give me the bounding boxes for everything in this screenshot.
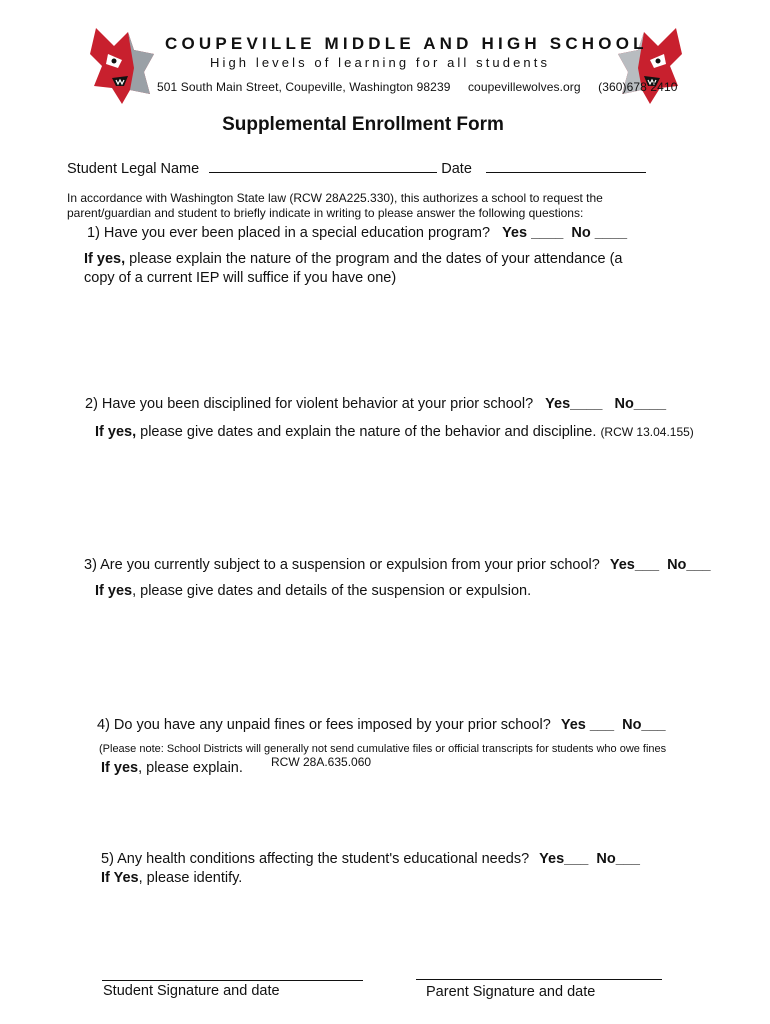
question-4-text: 4) Do you have any unpaid fines or fees imposed by your prior school? [97,717,551,733]
question-3-answer-area[interactable] [95,606,695,706]
question-2-yes[interactable]: Yes____ [545,396,603,412]
question-2-detail [95,424,694,440]
parent-signature-line[interactable] [416,979,662,980]
student-name-label: Student Legal Name [67,161,200,177]
question-2-text: 2) Have you been disciplined for violent behavior at your prior school? [85,396,534,412]
question-1-yes[interactable]: Yes ____ [502,225,564,241]
question-3-text: 3) Are you currently subject to a suspension or expulsion from your prior school? [84,557,600,573]
question-4-detail-text: , please explain. [138,760,243,776]
intro-line-2: parent/guardian and student to briefly indicate in writing to please answer the following questions: [67,206,584,220]
question-4-if-yes: If yes [101,760,139,776]
question-2-detail-text: please give dates and explain the nature of the behavior and discipline. [136,424,597,440]
question-2-answer-area[interactable] [95,446,695,546]
question-1-detail [84,251,622,267]
question-4-rcw-ref: RCW 28A.635.060 [271,755,372,769]
question-5-answer-area[interactable] [101,892,701,962]
question-3 [84,557,711,573]
school-tagline: High levels of learning for all students [210,55,551,70]
question-1-answer-area[interactable] [84,292,684,382]
question-2-no[interactable]: No____ [614,396,667,412]
date-field[interactable] [486,158,646,173]
question-3-yes[interactable]: Yes___ [609,557,660,573]
question-3-detail [95,583,531,599]
intro-line-1: In accordance with Washington State law (RCW 28A225.330), this authorizes a school to request the [67,191,603,205]
question-4-detail [101,760,243,776]
question-5-detail [101,870,242,886]
question-1-detail-2: copy of a current IEP will suffice if you have one) [84,270,397,286]
question-1-if-yes: If yes, [84,251,126,267]
student-signature-line[interactable] [102,980,363,981]
form-title: Supplemental Enrollment Form [222,114,504,135]
school-name: COUPEVILLE MIDDLE AND HIGH SCHOOL [165,34,648,53]
parent-signature-label: Parent Signature and date [426,984,596,1000]
question-3-no[interactable]: No___ [667,557,711,573]
question-5-yes[interactable]: Yes___ [539,851,589,867]
student-name-row [67,158,646,177]
school-address: 501 South Main Street, Coupeville, Washington 98239 [157,80,451,94]
question-5 [101,851,640,867]
student-signature-label: Student Signature and date [103,983,280,999]
question-5-no[interactable]: No___ [596,851,640,867]
question-1-no[interactable]: No ____ [571,225,628,241]
school-phone: (360)678 2410 [598,80,678,94]
question-2-rcw-ref: (RCW 13.04.155) [600,425,694,439]
question-1-detail-text: please explain the nature of the program and the dates of your attendance (a [125,251,623,267]
question-4-answer-area[interactable] [101,782,701,842]
question-4-no[interactable]: No___ [622,717,666,733]
question-5-detail-text: , please identify. [138,870,243,886]
question-1 [87,225,627,241]
student-name-field[interactable] [209,158,437,173]
question-5-if-yes: If Yes [101,870,139,886]
date-label: Date [441,161,472,177]
question-4-yes[interactable]: Yes ___ [560,717,615,733]
question-3-if-yes: If yes [95,583,133,599]
question-3-detail-text: , please give dates and details of the suspension or expulsion. [132,583,532,599]
question-4-note: (Please note: School Districts will generally not send cumulative files or official transcripts for students who owe fines [99,743,667,755]
question-4 [97,717,666,733]
question-2-if-yes: If yes, [95,424,137,440]
school-contact [157,80,692,94]
question-1-text: 1) Have you ever been placed in a special education program? [87,225,491,241]
question-5-text: 5) Any health conditions affecting the student's educational needs? [101,851,530,867]
school-website: coupevillewolves.org [467,80,581,94]
wolf-logo-icon [88,24,158,106]
question-2 [85,396,666,412]
